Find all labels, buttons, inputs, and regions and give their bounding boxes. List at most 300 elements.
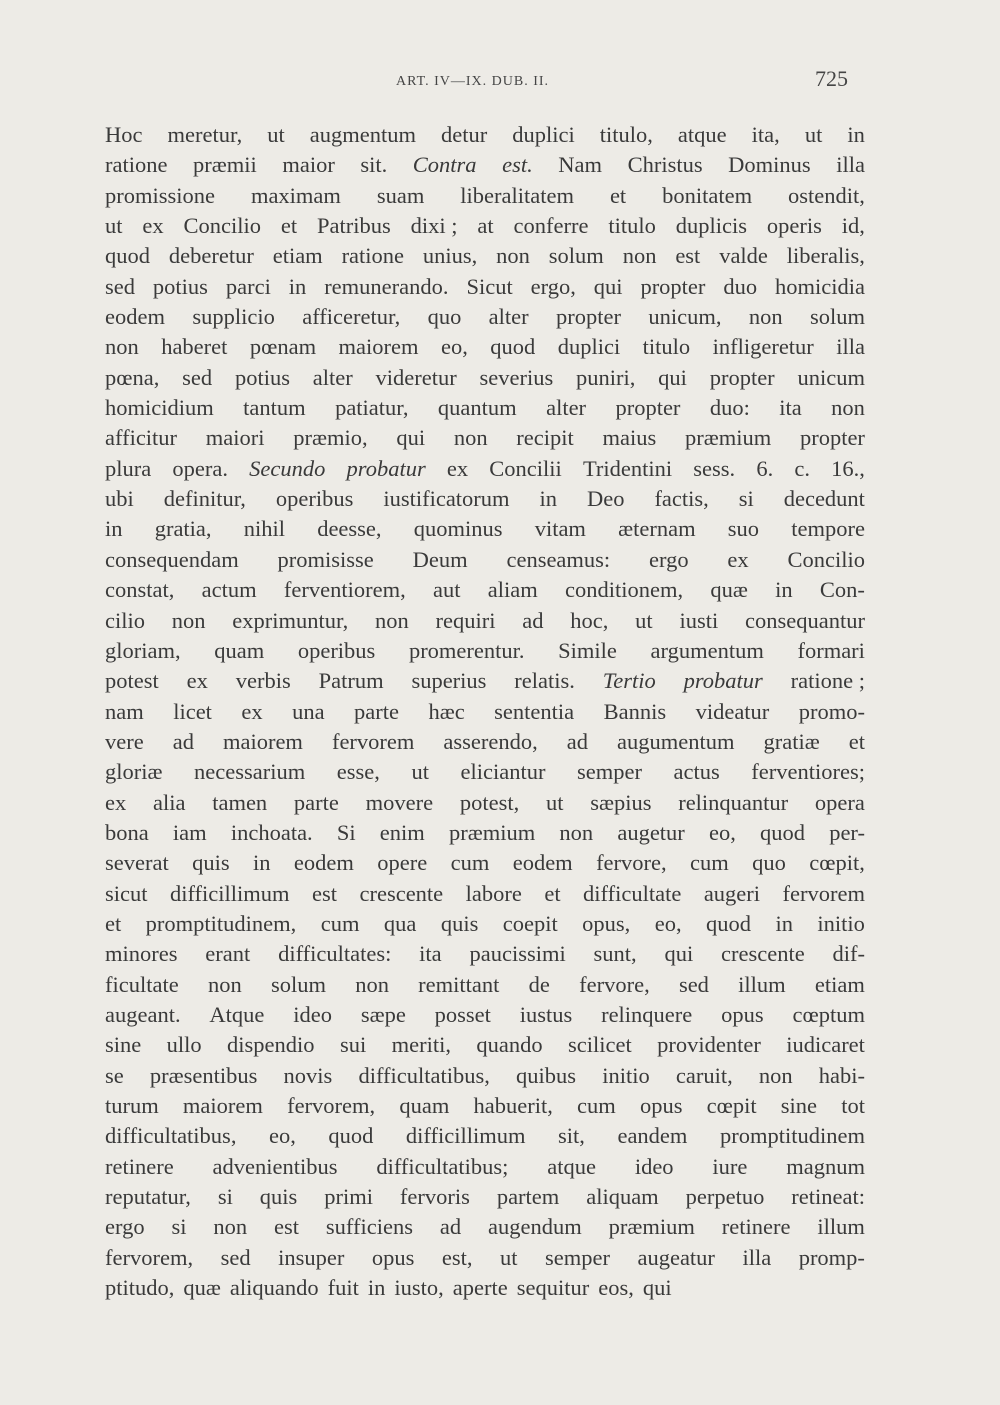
text-line: [105, 1152, 865, 1182]
word: et: [105, 910, 122, 936]
word: tempore: [791, 516, 865, 542]
word: licet: [173, 698, 212, 724]
text-line: [105, 454, 865, 484]
word: propter: [709, 364, 775, 390]
word: Atque: [209, 1001, 265, 1027]
word: operibus: [275, 486, 354, 512]
word: iustus: [519, 1001, 573, 1027]
word: suam: [376, 182, 425, 208]
text-line: [105, 879, 865, 909]
word: non: [375, 607, 409, 633]
word: c.: [794, 455, 810, 481]
word: difficultates:: [278, 941, 392, 967]
word: turum: [105, 1093, 159, 1118]
word: eodem: [293, 850, 354, 876]
text-line: [105, 150, 865, 180]
word: illa: [836, 152, 865, 178]
text-line: [105, 727, 865, 757]
word: per-: [829, 819, 865, 845]
word: severius: [479, 364, 554, 390]
word: non: [748, 304, 783, 330]
word: augendum: [488, 1214, 582, 1240]
word: sed: [182, 364, 213, 390]
word: iusti: [679, 607, 719, 633]
word: sess.: [693, 455, 736, 481]
word: promerentur.: [408, 637, 525, 663]
word: opera.: [172, 455, 228, 481]
word: ubi: [105, 486, 134, 512]
word: opus,: [582, 910, 631, 936]
word: non: [355, 971, 389, 997]
word: titulo: [608, 213, 656, 239]
word: in: [367, 1275, 386, 1301]
word: gratiæ: [763, 728, 820, 754]
word: quod: [760, 819, 806, 845]
word: iure: [712, 1153, 748, 1179]
text-line: [105, 1000, 865, 1030]
word: Bannis: [603, 698, 667, 724]
word: verbis: [235, 668, 291, 694]
word: Si: [336, 819, 356, 845]
text-line: [105, 363, 865, 393]
word: partem: [496, 1184, 560, 1210]
word: insuper: [278, 1244, 345, 1270]
word: eandem: [617, 1123, 688, 1149]
word: non: [453, 425, 488, 451]
word: initio: [817, 910, 865, 936]
word: aliquam: [586, 1184, 659, 1210]
word: propter: [556, 304, 621, 330]
word: eo,: [654, 910, 682, 936]
word: enim: [379, 819, 425, 845]
word: potest: [105, 668, 159, 694]
word: videretur: [375, 364, 457, 390]
word: iustificatorum: [383, 486, 510, 512]
word: ad: [566, 728, 588, 754]
word: aliquando: [229, 1275, 319, 1301]
word: cum: [320, 910, 360, 936]
word: eo,: [268, 1123, 296, 1149]
word: ita,: [751, 122, 780, 147]
word: ita: [779, 395, 802, 421]
word: homicidia: [775, 273, 865, 299]
word: crescente: [721, 941, 805, 967]
word: inchoata.: [230, 819, 313, 845]
word: fervorem: [331, 728, 415, 754]
word: maiori: [205, 425, 265, 451]
word: sicut: [105, 880, 148, 906]
word: Con-: [819, 577, 865, 603]
text-line: [105, 302, 865, 332]
word: tot: [841, 1093, 865, 1118]
word: semper: [544, 1244, 610, 1270]
word: in: [847, 122, 865, 147]
word: duplicis: [675, 213, 748, 239]
word: quo: [427, 304, 462, 330]
word: ad: [522, 607, 544, 633]
text-line: [105, 848, 865, 878]
text-line: [105, 1121, 865, 1151]
word: præmium: [608, 1214, 695, 1240]
word: quo: [752, 850, 786, 876]
word: retineat:: [791, 1184, 865, 1210]
word: illum: [817, 1214, 865, 1240]
word: iam: [172, 819, 207, 845]
word: in: [539, 486, 558, 512]
word: nam: [105, 698, 144, 724]
italic-word: est.: [502, 152, 533, 178]
word: hoc,: [570, 607, 609, 633]
word: sententia: [494, 698, 575, 724]
word: quibus: [516, 1062, 577, 1088]
word: sine: [780, 1093, 818, 1118]
word: ergo,: [530, 273, 576, 299]
text-line: [105, 1091, 865, 1121]
word: Concilii: [489, 455, 562, 481]
word: ex: [105, 789, 127, 815]
word: ergo: [105, 1214, 145, 1240]
word: in: [775, 577, 793, 603]
word: potius: [234, 364, 290, 390]
word: actum: [201, 577, 257, 603]
word: sed: [105, 273, 135, 299]
word: qui: [658, 364, 687, 390]
word: non: [105, 334, 139, 360]
text-line: [105, 970, 865, 1000]
word: initio: [602, 1062, 650, 1088]
word: parte: [293, 789, 339, 815]
text-line: [105, 181, 865, 211]
word: sit.: [360, 152, 388, 178]
word: illum: [738, 971, 786, 997]
word: maiorem: [222, 728, 303, 754]
word: cum: [450, 850, 490, 876]
word: hæc: [428, 698, 465, 724]
word: quod: [706, 910, 752, 936]
word: qui: [396, 425, 426, 451]
word: magnum: [786, 1153, 865, 1179]
word: ferventiorem,: [283, 577, 406, 603]
word: 6.: [756, 455, 774, 481]
word: Simile: [558, 637, 617, 663]
word: qui: [664, 941, 694, 967]
text-line: [105, 1273, 865, 1303]
word: eo,: [708, 819, 736, 845]
word: non: [496, 243, 530, 269]
word: homicidium: [105, 395, 214, 421]
word: promisisse: [277, 546, 374, 572]
word: sequitur: [516, 1275, 590, 1301]
word: requiri: [435, 607, 496, 633]
word: unicum,: [648, 304, 722, 330]
word: consequendam: [105, 546, 239, 572]
text-line: [105, 788, 865, 818]
word: erant: [205, 941, 251, 967]
word: parte: [354, 698, 400, 724]
word: cilio: [105, 607, 145, 633]
word: factis,: [654, 486, 709, 512]
word: opus: [371, 1244, 415, 1270]
word: operis: [766, 213, 822, 239]
text-line: [105, 120, 865, 150]
word: parci: [225, 273, 271, 299]
word: paucissimi: [469, 941, 566, 967]
word: sui: [339, 1032, 367, 1058]
word: ita: [419, 941, 442, 967]
word: ut: [105, 213, 123, 239]
word: et: [609, 182, 627, 208]
word: propter: [640, 273, 706, 299]
word: titulo,: [599, 122, 653, 147]
word: est,: [441, 1244, 473, 1270]
word: perpetuo: [685, 1184, 765, 1210]
word: afficeretur,: [302, 304, 401, 330]
word: difficultatibus,: [105, 1123, 237, 1149]
word: fervorem: [782, 880, 865, 906]
text-line: [105, 545, 865, 575]
word: qui: [593, 273, 623, 299]
word: superius: [411, 668, 487, 694]
word: dispendio: [227, 1032, 315, 1058]
word: alter: [546, 395, 587, 421]
word: puniri,: [576, 364, 636, 390]
word: sæpius: [590, 789, 652, 815]
word: non: [831, 395, 865, 421]
word: una: [292, 698, 325, 724]
text-line: [105, 697, 865, 727]
word: asserendo,: [443, 728, 538, 754]
word: difficultatibus;: [376, 1153, 509, 1179]
italic-word: probatur: [683, 668, 763, 694]
word: caruit,: [675, 1062, 733, 1088]
text-line: [105, 757, 865, 787]
word: labore: [465, 880, 522, 906]
word: unius,: [422, 243, 478, 269]
word: difficultate: [583, 880, 682, 906]
word: ex: [186, 668, 208, 694]
word: quæ: [710, 577, 748, 603]
word: non: [171, 607, 206, 633]
text-line: [105, 1182, 865, 1212]
text-line: [105, 423, 865, 453]
word: bonitatem: [662, 182, 753, 208]
word: potest,: [459, 789, 520, 815]
word: habuerit,: [473, 1093, 553, 1118]
word: in: [775, 910, 793, 936]
italic-word: Tertio: [602, 668, 656, 694]
word: maior: [282, 152, 335, 178]
word: si: [171, 1214, 187, 1240]
word: semper: [577, 759, 642, 785]
word: augetur: [617, 819, 685, 845]
word: haberet: [161, 334, 228, 360]
word: propter: [799, 425, 865, 451]
word: gloriam,: [105, 637, 181, 663]
word: duplici: [512, 122, 575, 147]
word: est: [274, 1214, 300, 1240]
word: ostendit,: [788, 182, 865, 208]
word: cœpit,: [809, 850, 865, 876]
word: sit,: [558, 1123, 585, 1149]
word: ut: [804, 122, 823, 147]
word: habi-: [818, 1062, 865, 1088]
italic-word: Secundo: [249, 455, 326, 481]
word: ficultate: [105, 971, 179, 997]
word: fervoris: [399, 1184, 470, 1210]
word: recipit: [516, 425, 574, 451]
word: præmio,: [293, 425, 368, 451]
word: quis: [192, 850, 230, 876]
word: constat,: [105, 577, 175, 603]
word: providenter: [657, 1032, 761, 1058]
word: deesse,: [317, 516, 382, 542]
word: posset: [434, 1001, 491, 1027]
word: sine: [105, 1032, 142, 1058]
word: meretur,: [167, 122, 243, 147]
word: patiatur,: [335, 395, 409, 421]
word: relinquantur: [678, 789, 789, 815]
word: æternam: [618, 516, 696, 542]
word: suo: [727, 516, 760, 542]
word: infligeretur: [712, 334, 814, 360]
word: est: [675, 243, 701, 269]
word: duo: [723, 273, 758, 299]
word: primi: [324, 1184, 373, 1210]
word: cœptum: [792, 1001, 865, 1027]
word: fervore,: [579, 971, 650, 997]
word: præmium: [448, 819, 536, 845]
word: definitur,: [163, 486, 246, 512]
word: ex: [446, 455, 469, 481]
word: præmium: [684, 425, 772, 451]
word: valde: [719, 243, 768, 269]
word: ut: [545, 789, 564, 815]
word: quæ: [183, 1275, 221, 1301]
word: conferre: [513, 213, 589, 239]
word: Deum: [412, 546, 468, 572]
word: afficitur: [105, 425, 178, 451]
word: novis: [283, 1062, 333, 1088]
word: movere: [365, 789, 434, 815]
word: solum: [548, 243, 604, 269]
word: relinquere: [601, 1001, 693, 1027]
word: eodem: [512, 850, 573, 876]
word: ptitudo,: [105, 1275, 175, 1301]
word: Tridentini: [582, 455, 673, 481]
word: Deo: [586, 486, 625, 512]
word: etiam: [272, 243, 323, 269]
word: quam: [399, 1093, 450, 1118]
word: opus: [721, 1001, 764, 1027]
word: deberetur: [168, 243, 254, 269]
word: propter: [615, 395, 681, 421]
word: ex: [241, 698, 263, 724]
text-line: [105, 1243, 865, 1273]
word: remunerando.: [324, 273, 449, 299]
word: in: [105, 516, 123, 542]
word: quod: [490, 334, 536, 360]
word: fervorem,: [105, 1244, 194, 1270]
word: pœna,: [105, 364, 160, 390]
word: quando: [476, 1032, 543, 1058]
word: non: [559, 819, 594, 845]
word: aut: [432, 577, 461, 603]
word: plura: [105, 455, 152, 481]
word: esse,: [336, 759, 380, 785]
word: maiorem: [338, 334, 419, 360]
word: sed: [678, 971, 709, 997]
word: Hoc: [105, 122, 143, 147]
word: difficultatibus,: [358, 1062, 490, 1088]
word: se: [105, 1062, 124, 1088]
text-line: [105, 636, 865, 666]
text-line: [105, 575, 865, 605]
word: promp-: [798, 1244, 865, 1270]
word: etiam: [814, 971, 865, 997]
word: alia: [152, 789, 186, 815]
word: aliam: [487, 577, 538, 603]
word: quod: [328, 1123, 374, 1149]
word: remittant: [418, 971, 500, 997]
word: ratione: [105, 152, 168, 178]
word: quantum: [437, 395, 517, 421]
word: in: [252, 850, 271, 876]
word: non: [758, 1062, 793, 1088]
text-line: [105, 393, 865, 423]
word: conditionem,: [564, 577, 684, 603]
word: retinere: [105, 1153, 174, 1179]
word: fervorem,: [287, 1093, 376, 1118]
word: qui: [642, 1275, 672, 1301]
word: bona: [105, 819, 149, 845]
word: pœnam: [249, 334, 317, 360]
word: opere: [377, 850, 428, 876]
italic-word: probatur: [346, 455, 426, 481]
word: Sicut: [466, 273, 513, 299]
word: augmentum: [309, 122, 416, 147]
word: quis: [259, 1184, 298, 1210]
word: fervore,: [596, 850, 667, 876]
word: dif-: [832, 941, 865, 967]
word: exprimuntur,: [232, 607, 349, 633]
word: iudicaret: [786, 1032, 865, 1058]
word: meriti,: [391, 1032, 451, 1058]
word: de: [528, 971, 550, 997]
word: augeatur: [637, 1244, 715, 1270]
word: eliciantur: [460, 759, 546, 785]
word: Nam: [558, 152, 603, 178]
word: sufficiens: [325, 1214, 413, 1240]
word: eos,: [598, 1275, 634, 1301]
word: titulo: [642, 334, 691, 360]
word: liberalitatem: [460, 182, 574, 208]
word: ut: [267, 122, 285, 147]
word: et: [280, 213, 298, 239]
word: si: [217, 1184, 233, 1210]
word: severat: [105, 850, 169, 876]
word: augeri: [703, 880, 761, 906]
word: cum: [577, 1093, 616, 1118]
text-line: [105, 332, 865, 362]
word: ex: [142, 213, 164, 239]
word: ex: [727, 546, 749, 572]
word: liberalis,: [786, 243, 865, 269]
word: necessarium: [194, 759, 306, 785]
word: Dominus: [728, 152, 811, 178]
word: non: [207, 971, 242, 997]
word: gratia,: [154, 516, 212, 542]
word: augumentum: [617, 728, 735, 754]
